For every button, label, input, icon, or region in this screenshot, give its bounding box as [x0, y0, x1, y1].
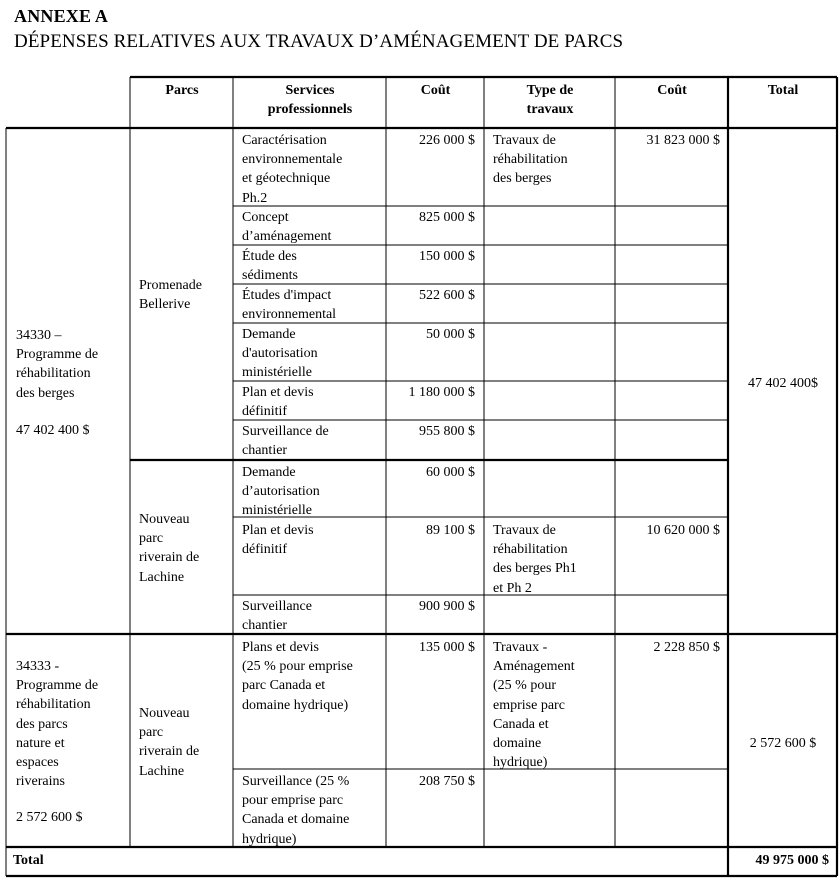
- col-header-services: Services professionnels: [267, 83, 353, 118]
- service-text: Surveillance de chantier: [242, 424, 329, 459]
- service-cost: 1 180 000 $: [408, 385, 475, 400]
- service-cost: 208 750 $: [419, 774, 475, 789]
- program-amount: 2 572 600 $: [16, 810, 83, 825]
- service-cost: 50 000 $: [426, 327, 475, 342]
- service-cost: 60 000 $: [426, 465, 475, 480]
- service-text: Plans et devis (25 % pour emprise parc Canada et domaine hydrique): [242, 640, 353, 713]
- park-name: Promenade Bellerive: [139, 278, 202, 313]
- service-cost: 955 800 $: [419, 424, 475, 439]
- col-header-work-type: Type de travaux: [526, 83, 574, 118]
- program-total: 47 402 400$: [748, 376, 818, 391]
- service-text: Surveillance chantier: [242, 599, 312, 634]
- work-cost: 2 228 850 $: [653, 640, 720, 655]
- col-header-cost-works: Coût: [657, 83, 687, 98]
- document-title: DÉPENSES RELATIVES AUX TRAVAUX D’AMÉNAGEMENT DE PARCS: [14, 31, 624, 52]
- service-cost: 89 100 $: [426, 523, 475, 538]
- program-label: 34333 - Programme de réhabilitation des parcs nature et espaces riverains: [16, 659, 99, 790]
- work-type: Travaux de réhabilitation des berges Ph1 et Ph 2: [493, 523, 577, 596]
- work-type: Travaux - Aménagement (25 % pour emprise parc Canada et domaine hydrique): [493, 640, 575, 771]
- work-cost: 10 620 000 $: [646, 523, 720, 538]
- program-total: 2 572 600 $: [749, 736, 817, 751]
- service-text: Demande d’autorisation ministérielle: [242, 465, 320, 519]
- work-cost: 31 823 000 $: [646, 133, 720, 148]
- service-cost: 135 000 $: [419, 640, 475, 655]
- service-text: Caractérisation environnementale et géotechnique Ph.2: [242, 133, 343, 206]
- service-cost: 226 000 $: [419, 133, 475, 148]
- program-label: 34330 – Programme de réhabilitation des berges: [16, 328, 99, 401]
- service-cost: 825 000 $: [419, 210, 475, 225]
- service-cost: 900 900 $: [419, 599, 475, 614]
- service-text: Études d'impact environnemental: [242, 288, 337, 323]
- service-text: Étude des sédiments: [242, 249, 298, 284]
- col-header-parcs: Parcs: [165, 83, 199, 98]
- park-name: Nouveau parc riverain de Lachine: [139, 512, 200, 585]
- col-header-total: Total: [767, 83, 799, 98]
- park-name: Nouveau parc riverain de Lachine: [139, 706, 200, 779]
- service-text: Concept d’aménagement: [242, 210, 332, 245]
- service-text: Plan et devis définitif: [242, 523, 314, 558]
- footer-total-label: Total: [13, 853, 44, 868]
- service-cost: 522 600 $: [419, 288, 475, 303]
- work-type: Travaux de réhabilitation des berges: [493, 133, 568, 187]
- service-text: Plan et devis définitif: [242, 385, 314, 420]
- program-amount: 47 402 400 $: [16, 423, 90, 438]
- service-text: Surveillance (25 % pour emprise parc Canada et domaine hydrique): [242, 774, 350, 847]
- service-text: Demande d'autorisation ministérielle: [242, 327, 318, 381]
- annex-label: ANNEXE A: [14, 6, 109, 26]
- grand-total: 49 975 000 $: [755, 853, 829, 868]
- service-cost: 150 000 $: [419, 249, 475, 264]
- col-header-cost-services: Coût: [420, 83, 451, 98]
